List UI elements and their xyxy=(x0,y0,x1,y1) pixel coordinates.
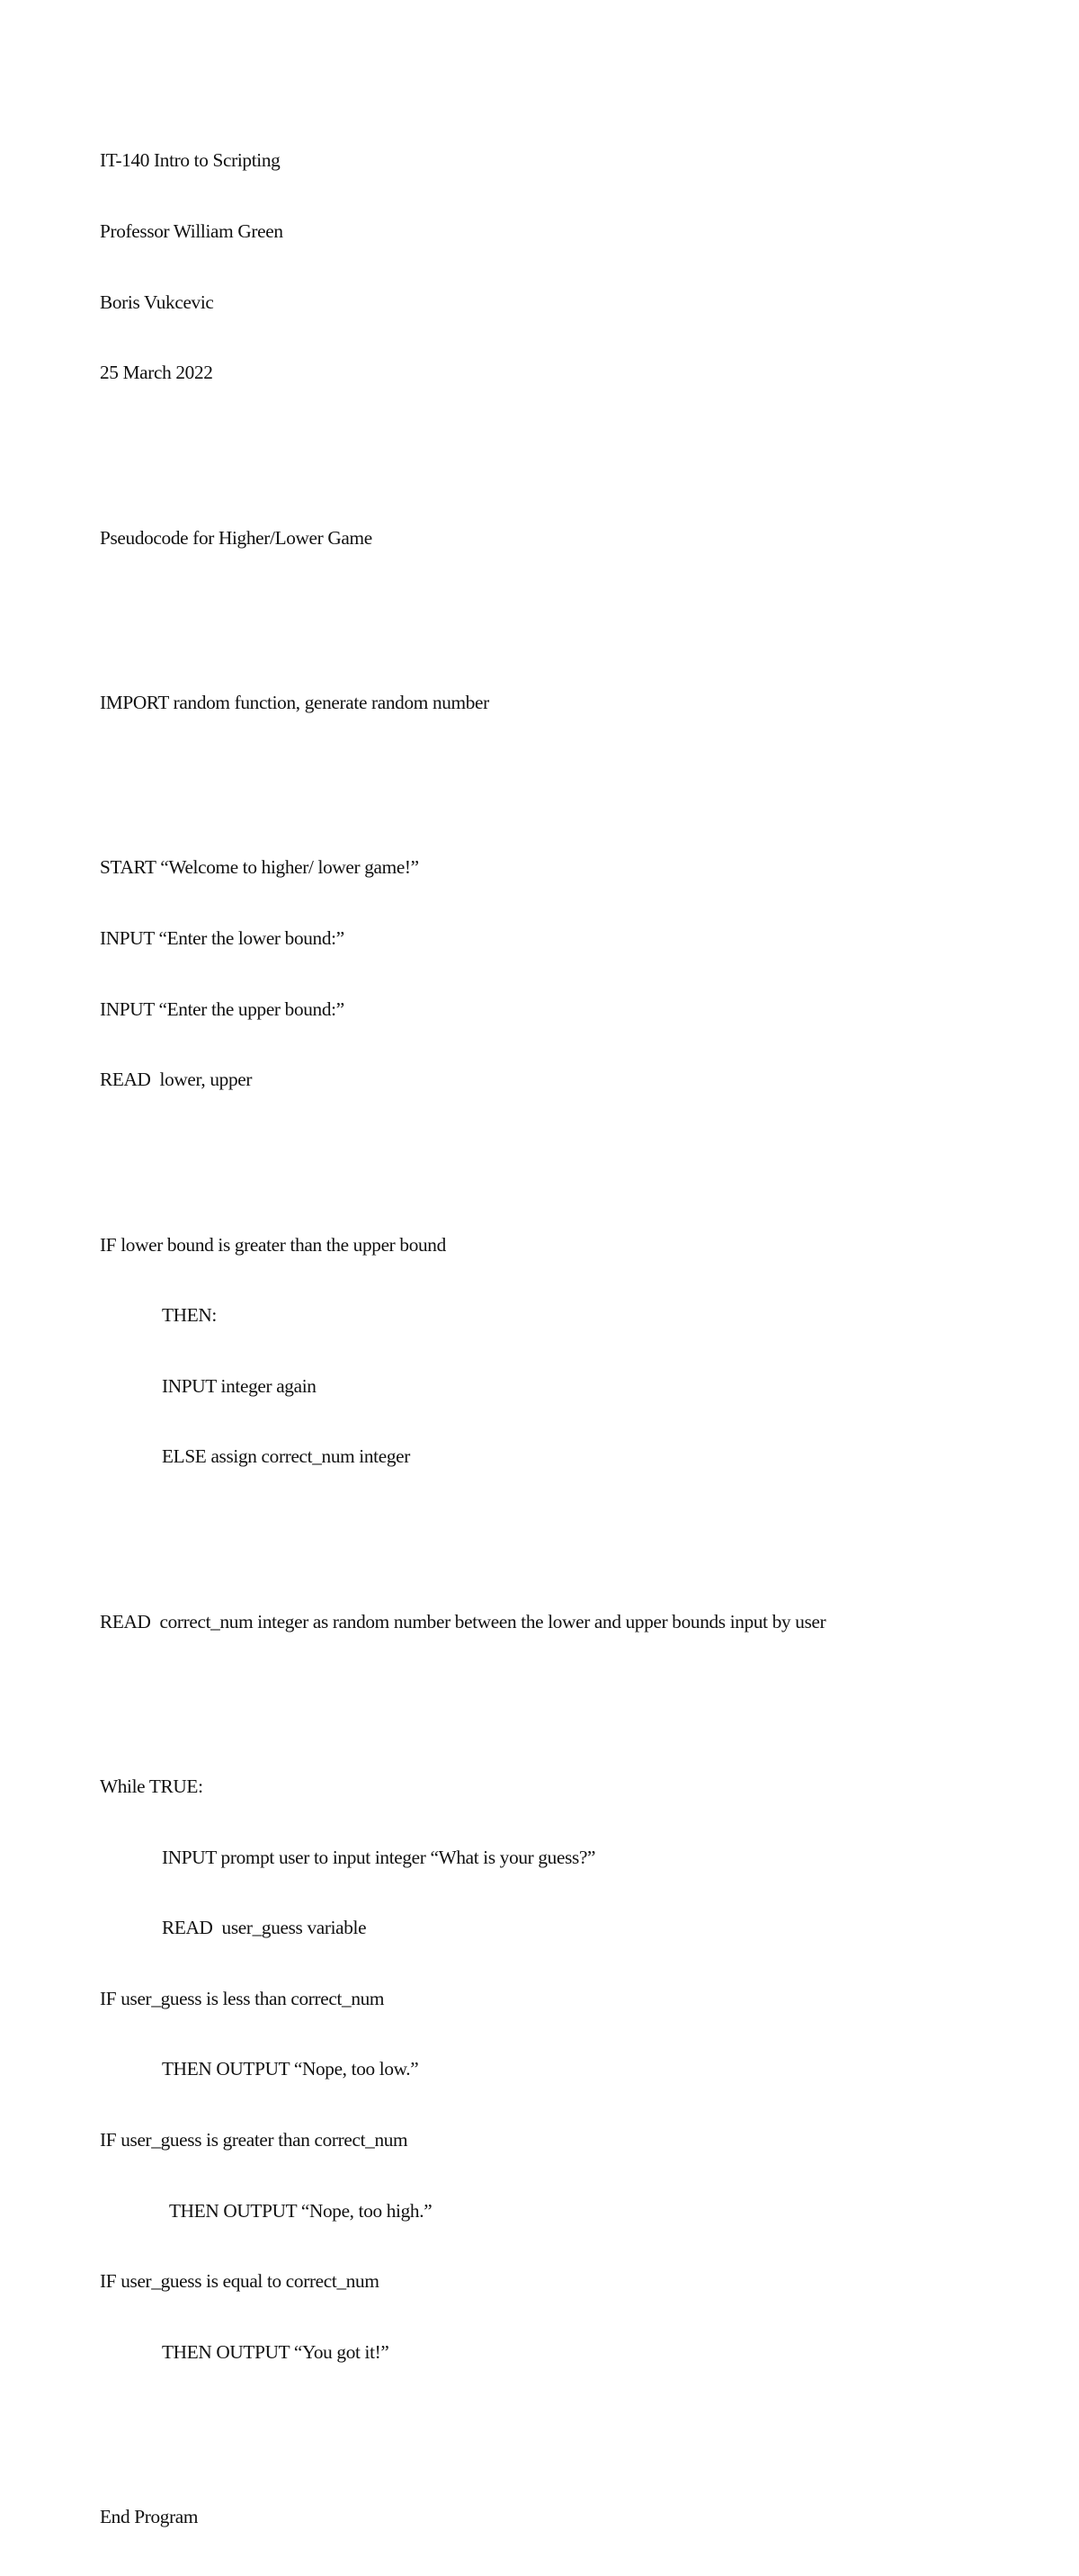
input-lower-line: INPUT “Enter the lower bound:” xyxy=(100,926,344,949)
output-got-line: THEN OUTPUT “You got it!” xyxy=(162,2340,389,2363)
if-bounds-line: IF lower bound is greater than the upper bound xyxy=(100,1233,446,1256)
output-low-line: THEN OUTPUT “Nope, too low.” xyxy=(162,2058,419,2080)
student-line: Boris Vukcevic xyxy=(100,291,214,313)
while-line: While TRUE: xyxy=(100,1775,203,1798)
pseudocode-document xyxy=(100,102,999,2576)
read-guess-line: READ user_guess variable xyxy=(162,1917,367,1939)
import-line: IMPORT random function, generate random number xyxy=(100,691,489,713)
input-guess-line: INPUT prompt user to input integer “What is your guess?” xyxy=(162,1846,596,1868)
blank-line xyxy=(100,762,999,785)
if-greater-line: IF user_guess is greater than correct_num xyxy=(100,2129,408,2151)
blank-line xyxy=(100,432,999,455)
blank-line xyxy=(100,1680,999,1704)
end-program-line: End Program xyxy=(100,2506,199,2528)
input-upper-line: INPUT “Enter the upper bound:” xyxy=(100,997,344,1020)
date-line: 25 March 2022 xyxy=(100,362,213,384)
blank-line xyxy=(100,1516,999,1539)
read-bounds-line: READ lower, upper xyxy=(100,1069,253,1091)
document-title: Pseudocode for Higher/Lower Game xyxy=(100,526,372,549)
else-line: ELSE assign correct_num integer xyxy=(162,1445,410,1468)
output-high-line: THEN OUTPUT “Nope, too high.” xyxy=(169,2199,432,2222)
if-equal-line: IF user_guess is equal to correct_num xyxy=(100,2270,379,2293)
read-correct-line: READ correct_num integer as random number between the lower and upper bounds input by user xyxy=(100,1610,826,1632)
blank-line xyxy=(100,2411,999,2434)
input-again-line: INPUT integer again xyxy=(162,1374,317,1397)
blank-line xyxy=(100,596,999,620)
then-line: THEN: xyxy=(162,1304,217,1327)
start-line: START “Welcome to higher/ lower game!” xyxy=(100,856,419,879)
blank-line xyxy=(100,1139,999,1162)
if-less-line: IF user_guess is less than correct_num xyxy=(100,1987,385,2009)
course-line: IT-140 Intro to Scripting xyxy=(100,149,281,172)
professor-line: Professor William Green xyxy=(100,220,283,242)
